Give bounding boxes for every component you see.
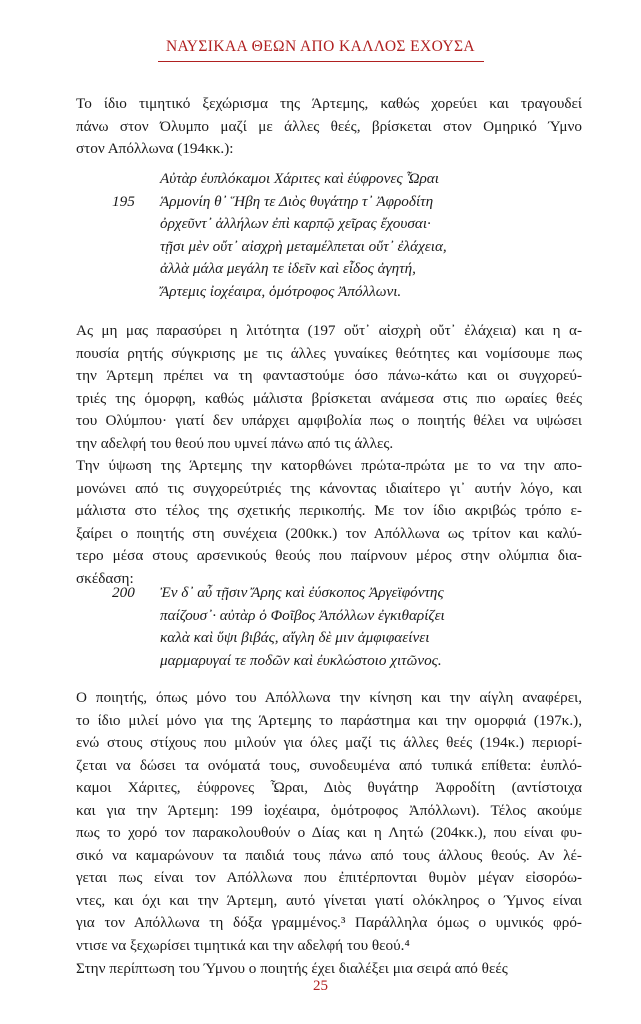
text-line: Στην περίπτωση του Ύμνου ο ποιητής έχει διαλέξει μια σειρά από θεές [76, 960, 508, 977]
text-line: ενώ στους στίχους που μιλούν για όλες μαζί τις άλλες θεές (194κ.) περιορί- [76, 734, 582, 751]
text-line: γεται πως είναι τον Απόλλωνα που ἐπιτέρπονται θυμὸν μέγαν εἰσορόω- [76, 869, 582, 886]
text-line: πουσία ρητής σύγκρισης με τις άλλες γυναίκες θεότητες και νομίσουμε πως [76, 344, 582, 362]
verse-line: ἀλλὰ μάλα μεγάλη τε ἰδεῖν καὶ εἶδος ἀγητή, [160, 260, 416, 277]
text-line: το ίδιο μιλεί μόνο για της Άρτεμης το παράστημα και την ομορφιά (197κ.), [76, 711, 582, 729]
verse-line: Αὐτὰρ ἐυπλόκαμοι Χάριτες καὶ ἐύφρονες Ὧραι [160, 170, 440, 187]
text-line: Το ίδιο τιμητικό ξεχώρισμα της Άρτεμης, καθώς χορεύει και τραγουδεί [76, 95, 582, 112]
running-head-rule [158, 61, 484, 62]
text-line: την Άρτεμη πρέπει να τη φανταστούμε όσο πάνω-κάτω και οι συγχορεύ- [76, 367, 582, 384]
text-line: ντισε να ξεχωρίσει τιμητικά και την αδελφή του θεού.⁴ [76, 936, 410, 954]
verse-line [112, 582, 542, 605]
text-line: πάνω στον Όλυμπο μαζί με άλλες θεές, βρίσκεται στον Ομηρικό Ύμνο [76, 117, 582, 135]
text-line: τερο μέσα στους αρσενικούς θεούς που παίρνουν μέρος στην ολύμπια δια- [76, 547, 582, 564]
verse-number: 195 [112, 192, 135, 210]
text-line: ντες, και όχι και την Άρτεμη, αυτό γίνεται γιατί ολόκληρος ο Ύμνος είναι [76, 891, 582, 909]
page-number: 25 [313, 978, 328, 994]
paragraph-1 [62, 93, 582, 161]
verse-text: Ἐν δ᾽ αὖ τῇσιν Ἄρης καὶ ἐύσκοπος Ἀργεϊφόντης [160, 584, 444, 601]
paragraph-3 [62, 455, 582, 590]
text-line: την αδελφή του θεού που υμνεί πάνω από τις άλλες. [76, 434, 394, 452]
text-line: μονώνει από τις συγχορεύτριές της κάνοντας ιδιαίτερο γι᾽ αυτήν λόγο, και [76, 479, 582, 497]
verse-number: 200 [112, 584, 135, 601]
text-line: πως το χορό τον παρακολουθούν ο Δίας και η Λητώ (204κκ.), που είναι φυ- [76, 824, 582, 841]
paragraph-2 [62, 320, 582, 455]
text-line: καμοι Χάριτες, ἐύφρονες Ὧραι, Διὸς θυγάτηρ Ἀφροδίτη (αντίστοιχα [76, 779, 582, 796]
verse-line: μαρμαρυγαί τε ποδῶν καὶ ἐυκλώστοιο χιτῶνος. [160, 651, 442, 669]
text-line: Ο ποιητής, όπως μόνο του Απόλλωνα την κίνηση και την αίγλη αναφέρει, [76, 689, 582, 706]
text-line: και για την Άρτεμη: 199 ἰοχέαιρα, ὁμότροφος Ἀπόλλωνι). Τέλος ακούμε [76, 801, 582, 819]
verse-line: ὀρχεῦντ᾽ ἀλλήλων ἐπὶ καρπῷ χεῖρας ἔχουσαι· [160, 215, 431, 232]
paragraph-4 [62, 687, 582, 957]
text-line: ζεται να δώσει τα ονόματά τους, συνοδευμένα από τυπικά επίθετα: ἐυπλό- [76, 756, 582, 774]
verse-line: παίζουσ᾽· αὐτὰρ ὁ Φοῖβος Ἀπόλλων ἐγκιθαρίζει [160, 606, 445, 624]
text-line: για τον Απόλλωνα τη δόξα γραμμένος.³ Παράλληλα όμως ο υμνικός φρό- [76, 914, 582, 931]
text-line: στον Απόλλωνα (194κκ.): [76, 140, 234, 157]
running-head: ΝΑΥΣΙΚΑΑ ΘΕΩΝ ΑΠΟ ΚΑΛΛΟΣ ΕΧΟΥΣΑ [165, 38, 476, 55]
text-line: σικό να καμαρώνουν τα παιδιά τους πάνω από τους άλλους θεούς. Αν λέ- [76, 846, 582, 864]
text-line: Την ύψωση της Άρτεμης την κατορθώνει πρώτα-πρώτα με το να την απο- [76, 457, 582, 474]
verse-line: τῇσι μὲν οὔτ᾽ αἰσχρὴ μεταμέλπεται οὔτ᾽ ἐλάχεια, [160, 237, 447, 255]
verse-line [112, 191, 542, 214]
verse-block-2 [112, 582, 542, 672]
text-line: ξαίρει ο ποιητής στη συνέχεια (200κκ.) τον Απόλλωνα ως τρίτον και καλύ- [76, 524, 582, 542]
text-line: του Ολύμπου· γιατί δεν υπάρχει αμφιβολία πως ο ποιητής θέλει να υψώσει [76, 412, 582, 429]
text-line: μάλιστα στο τέλος της σχετικής περικοπής. Με τον ίδιο ακριβώς τρόπο ε- [76, 502, 582, 519]
text-line: Ας μη μας παρασύρει η λιτότητα (197 οὔτ᾽ αἰσχρὴ οὔτ᾽ ἐλάχεια) και η α- [76, 322, 582, 339]
verse-block-1 [112, 168, 542, 303]
text-line: τριές της όμορφη, καθώς μάλιστα βρίσκεται ανάμεσα στις πιο ωραίες θεές [76, 389, 582, 407]
verse-line: καλὰ καὶ ὕψι βιβάς, αἴγλη δὲ μιν ἀμφιφαείνει [160, 629, 430, 646]
text-line: σκέδαση: [76, 569, 134, 587]
verse-line: Ἄρτεμις ἰοχέαιρα, ὁμότροφος Ἀπόλλωνι. [160, 282, 402, 300]
verse-text: Ἁρμονίη θ᾽ Ἥβη τε Διὸς θυγάτηρ τ᾽ Ἀφροδίτη [160, 192, 434, 210]
